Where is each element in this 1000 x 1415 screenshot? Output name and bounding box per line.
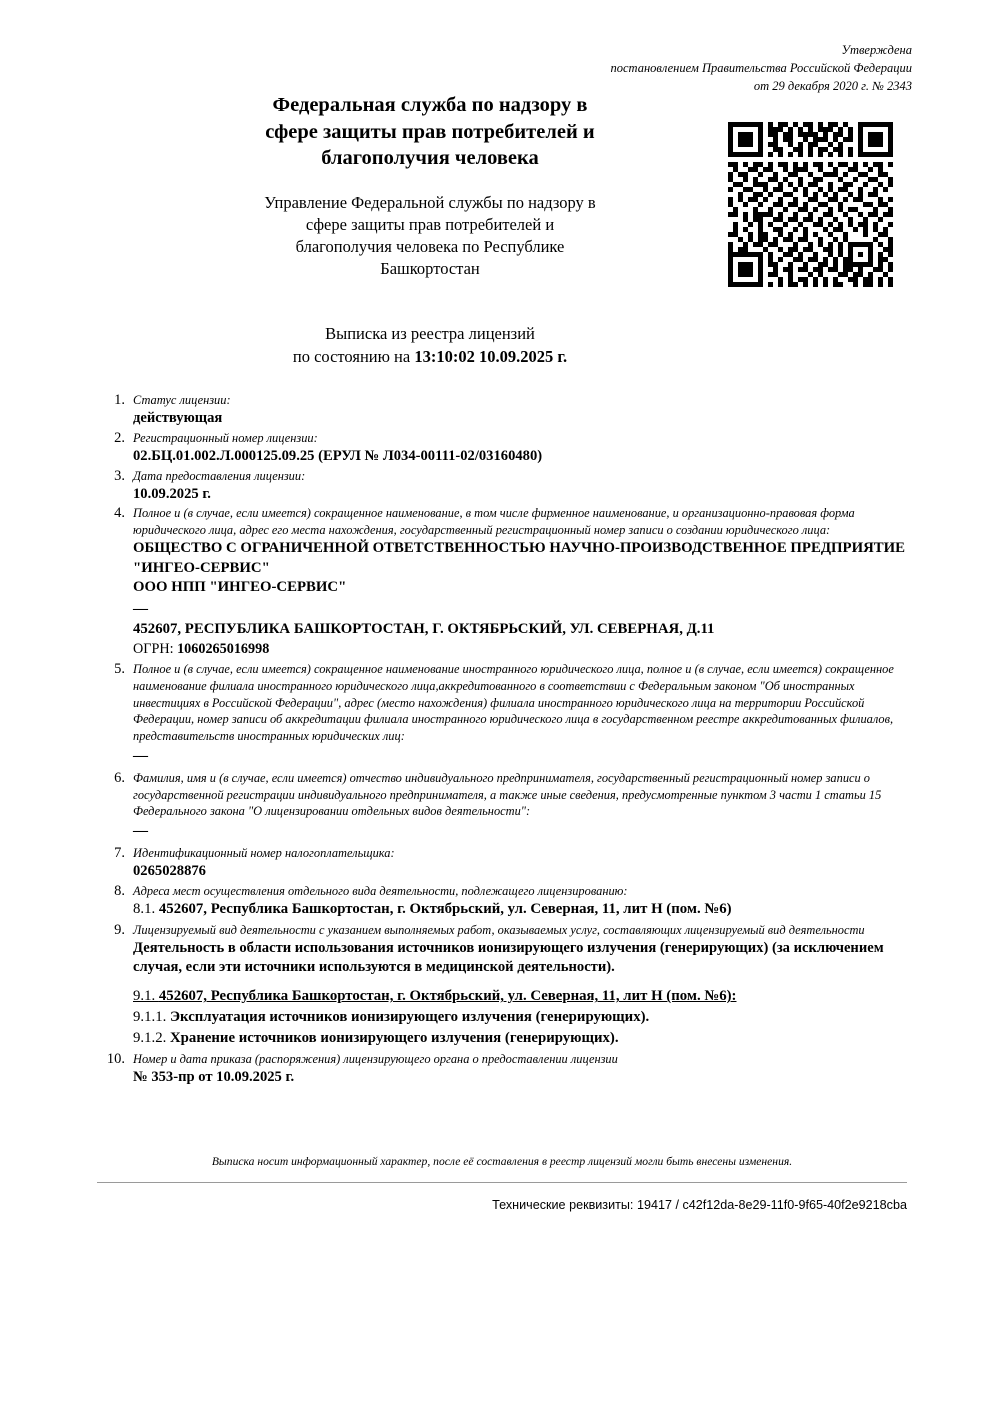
footer-divider <box>97 1182 907 1183</box>
extract-status-line <box>150 346 710 369</box>
entity-empty-placeholder: — <box>133 600 148 617</box>
list-item-5 <box>97 661 907 768</box>
technical-details <box>97 1198 907 1212</box>
item-number: 7. <box>114 844 125 861</box>
item-label: Статус лицензии: <box>133 393 231 407</box>
list-item-8 <box>97 883 907 921</box>
foreign-entity-empty-placeholder: — <box>133 748 148 765</box>
list-item-9 <box>97 922 907 1049</box>
list-item-1 <box>97 392 907 428</box>
extract-status-prefix: по состоянию на <box>292 346 415 366</box>
item-number: 2. <box>114 429 125 446</box>
list-item-10 <box>97 1051 907 1087</box>
item-number: 8. <box>114 882 125 899</box>
org-sub-line-3: благополучия человека по Республике <box>295 236 565 256</box>
sub-item-index: 9.1.1. <box>133 1009 170 1026</box>
sub-item-text: 452607, Республика Башкортостан, г. Октябрьский, ул. Северная, 11, лит Н (пом. №6) <box>158 901 732 918</box>
item-label: Лицензируемый вид деятельности с указанием выполняемых работ, оказываемых услуг, составляющих лицензируемый вид деятельности <box>133 923 865 938</box>
item-label: Дата предоставления лицензии: <box>133 468 306 483</box>
licensed-activity-address-9-1 <box>133 986 907 1007</box>
approval-line-1: Утверждена <box>841 43 912 57</box>
item-number: 9. <box>114 922 125 939</box>
org-sub-line-1: Управление Федеральной службы по надзору в <box>264 193 596 212</box>
technical-details-value: 19417 / c42f12da-8e29-11f0-9f65-40f2e9218cba <box>636 1198 907 1212</box>
sub-item-index: 8.1. <box>133 901 159 918</box>
organization-subtitle <box>150 192 710 280</box>
sub-item-text: 452607, Республика Башкортостан, г. Октябрьский, ул. Северная, 11, лит Н (пом. №6): <box>158 988 737 1005</box>
entity-ogrn-line <box>133 640 907 659</box>
item-label: Идентификационный номер налогоплательщика: <box>133 845 395 860</box>
item-label: Фамилия, имя и (в случае, если имеется) отчество индивидуального предпринимателя, государственный регистрационный номер записи о государственной регистрации индивидуального предпринимателя, а также иные сведения, предусмотренные пунктом 3 части 1 статьи 15 Федерального закона "О лицензировании отдельных видов деятельности": <box>133 770 882 819</box>
approval-line-3: от 29 декабря 2020 г. № 2343 <box>753 78 912 93</box>
list-item-7 <box>97 845 907 881</box>
entity-address-value: 452607, РЕСПУБЛИКА БАШКОРТОСТАН, Г. ОКТЯБРЬСКИЙ, УЛ. СЕВЕРНАЯ, Д.11 <box>133 621 715 638</box>
item-number: 3. <box>114 467 125 484</box>
sub-item-text: Хранение источников ионизирующего излучения (генерирующих). <box>170 1030 619 1047</box>
licensed-activity-value: Деятельность в области использования источников ионизирующего излучения (генерирующих) (за исключением случая, если эти источники используются в медицинской деятельности). <box>133 940 884 976</box>
sub-item-text: Эксплуатация источников ионизирующего излучения (генерирующих). <box>170 1009 650 1026</box>
disclaimer-note: Выписка носит информационный характер, после её составления в реестр лицензий могли быть внесены изменения. <box>211 1155 793 1168</box>
ogrn-label: ОГРН: <box>133 640 178 657</box>
approval-line-2: постановлением Правительства Российской Федерации <box>610 60 912 75</box>
organization-title <box>150 92 710 172</box>
list-item-6 <box>97 770 907 843</box>
item-number: 6. <box>114 769 125 786</box>
extract-title <box>150 323 710 369</box>
list-item-2 <box>97 430 907 466</box>
org-title-line-3: благополучия человека <box>321 147 539 170</box>
item-number: 4. <box>114 505 125 522</box>
item-label: Адреса мест осуществления отдельного вида деятельности, подлежащего лицензированию: <box>133 883 628 898</box>
approval-block <box>492 42 912 95</box>
activity-address-8-1 <box>133 899 907 920</box>
item-label: Полное и (в случае, если имеется) сокращенное наименование иностранного юридического лица, полное и (в случае, если имеется) сокращенное наименование филиала иностранного юридического лица,аккредитованного в соответствии с Федеральным законом "Об иностранных инвестициях в Российской Федерации", адрес (место нахождения) филиала иностранного юридического лица на территории Российской Федерации, номер записи об аккредитации филиала иностранного юридического лица в государственном реестре аккредитованных филиалов, представительств иностранных юридических лиц: <box>133 661 894 744</box>
org-sub-line-4: Башкортостан <box>380 258 480 278</box>
spacer <box>133 977 907 986</box>
item-label: Регистрационный номер лицензии: <box>133 430 318 445</box>
licensed-work-9-1-1 <box>133 1007 907 1028</box>
org-sub-line-2: сфере защиты прав потребителей и <box>305 214 555 234</box>
item-label: Полное и (в случае, если имеется) сокращенное наименование, в том числе фирменное наименование, и организационно-правовая форма юридического лица, адрес его места нахождения, государственный регистрационный номер записи о создании юридического лица: <box>133 506 855 538</box>
extract-datetime: 13:10:02 10.09.2025 г. <box>414 346 568 366</box>
technical-details-label: Технические реквизиты: <box>492 1198 637 1212</box>
item-label: Номер и дата приказа (распоряжения) лицензирующего органа о предоставлении лицензии <box>133 1052 618 1067</box>
list-item-4 <box>97 505 907 658</box>
extract-title-line: Выписка из реестра лицензий <box>325 324 535 343</box>
item-number: 5. <box>114 660 125 677</box>
entity-full-name-value: ОБЩЕСТВО С ОГРАНИЧЕННОЙ ОТВЕТСТВЕННОСТЬЮ НАУЧНО-ПРОИЗВОДСТВЕННОЕ ПРЕДПРИЯТИЕ "ИНГЕО-СЕРВИС" <box>133 540 906 576</box>
order-number-date-value: № 353-пр от 10.09.2025 г. <box>133 1069 295 1086</box>
license-details-list <box>97 392 907 1089</box>
taxpayer-inn-value: 0265028876 <box>133 862 206 879</box>
sub-item-index: 9.1. <box>133 988 159 1005</box>
item-number: 1. <box>114 392 125 408</box>
item-number: 10. <box>106 1051 125 1068</box>
org-title-line-1: Федеральная служба по надзору в <box>272 94 588 116</box>
entity-short-name-value: ООО НПП "ИНГЕО-СЕРВИС" <box>133 579 347 596</box>
licensed-work-9-1-2 <box>133 1028 907 1049</box>
individual-entrepreneur-empty-placeholder: — <box>133 823 148 840</box>
sub-item-index: 9.1.2. <box>133 1030 170 1047</box>
license-status-value: действующая <box>133 409 223 426</box>
list-item-3 <box>97 468 907 504</box>
org-title-line-2: сфере защиты прав потребителей и <box>265 120 595 143</box>
license-registration-number-value: 02.БЦ.01.002.Л.000125.09.25 (ЕРУЛ № Л034-00111-02/03160480) <box>133 447 543 464</box>
license-issue-date-value: 10.09.2025 г. <box>133 485 211 502</box>
qr-code <box>728 122 893 287</box>
ogrn-value: 1060265016998 <box>177 640 270 657</box>
